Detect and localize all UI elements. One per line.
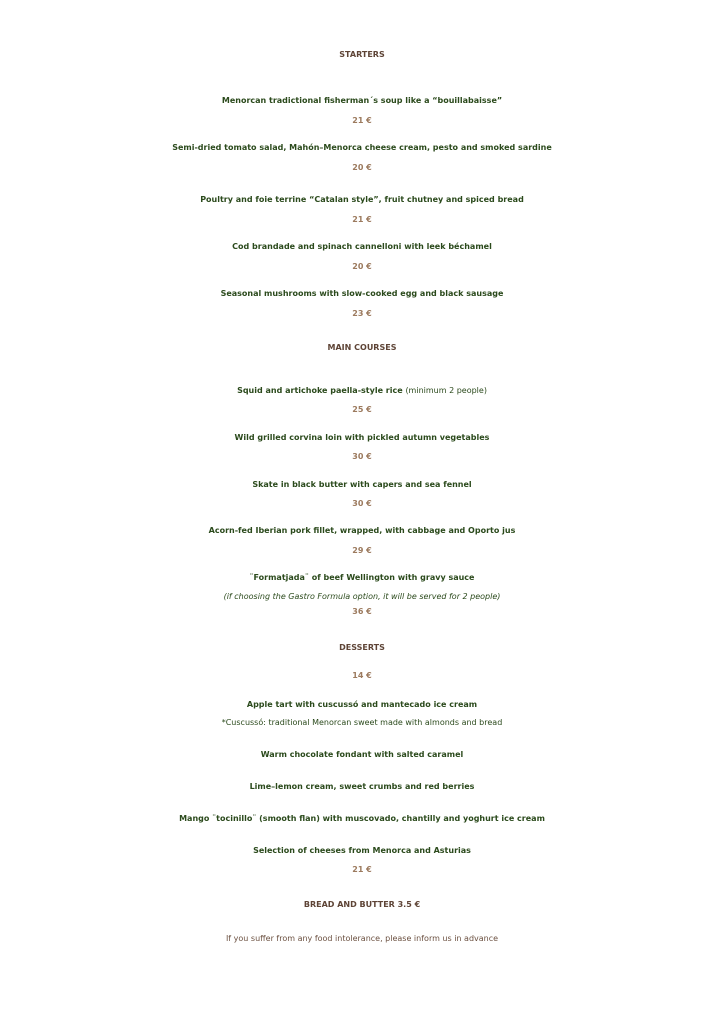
starter-5-price: 23 €: [352, 309, 372, 318]
main-5-price: 36 €: [352, 607, 372, 616]
starter-3-name: Poultry and foie terrine “Catalan style”, fruit chutney and spiced bread: [200, 195, 524, 204]
starter-1-name: Menorcan tradictional fisherman´s soup like a “bouillabaisse”: [221, 96, 503, 105]
main-5-name: ¨Formatjada¨ of beef Wellington with gravy sauce: [249, 573, 475, 582]
starters-heading: STARTERS: [339, 50, 385, 59]
starter-2-price: 20 €: [352, 163, 372, 172]
main-1-row: [0, 386, 724, 395]
main-1-note: (minimum 2 people): [405, 386, 487, 395]
dessert-1-name: Apple tart with cuscussó and mantecado ice cream: [246, 700, 478, 709]
starter-1-price: 21 €: [352, 116, 372, 125]
dessert-4-name: Mango ¨tocinillo¨ (smooth flan) with muscovado, chantilly and yoghurt ice cream: [179, 814, 545, 823]
starter-2-name: Semi-dried tomato salad, Mahón–Menorca cheese cream, pesto and smoked sardine: [172, 143, 552, 152]
main-2-name: Wild grilled corvina loin with pickled autumn vegetables: [234, 433, 490, 442]
dessert-5-price: 21 €: [352, 865, 372, 874]
desserts-price: 14 €: [352, 671, 372, 680]
intolerance-notice: If you suffer from any food intolerance, please inform us in advance: [225, 934, 499, 943]
dessert-5-name: Selection of cheeses from Menorca and Asturias: [253, 846, 471, 855]
main-courses-heading: MAIN COURSES: [327, 343, 397, 352]
dessert-1-note: *Cuscussó: traditional Menorcan sweet made with almonds and bread: [221, 718, 503, 727]
main-4-price: 29 €: [352, 546, 372, 555]
starter-3-price: 21 €: [352, 215, 372, 224]
main-3-price: 30 €: [352, 499, 372, 508]
main-5-note: (if choosing the Gastro Formula option, it will be served for 2 people): [223, 592, 501, 601]
desserts-heading: DESSERTS: [339, 643, 385, 652]
starter-5-name: Seasonal mushrooms with slow-cooked egg and black sausage: [220, 289, 504, 298]
main-3-name: Skate in black butter with capers and sea fennel: [252, 480, 472, 489]
main-1-name: Squid and artichoke paella-style rice: [237, 386, 403, 395]
dessert-3-name: Lime–lemon cream, sweet crumbs and red berries: [249, 782, 475, 791]
dessert-2-name: Warm chocolate fondant with salted caramel: [260, 750, 464, 759]
main-4-name: Acorn-fed Iberian pork fillet, wrapped, with cabbage and Oporto jus: [208, 526, 516, 535]
main-1-price: 25 €: [352, 405, 372, 414]
bread-and-butter: BREAD AND BUTTER 3.5 €: [303, 900, 421, 909]
starter-4-name: Cod brandade and spinach cannelloni with leek béchamel: [232, 242, 492, 251]
starter-4-price: 20 €: [352, 262, 372, 271]
main-2-price: 30 €: [352, 452, 372, 461]
